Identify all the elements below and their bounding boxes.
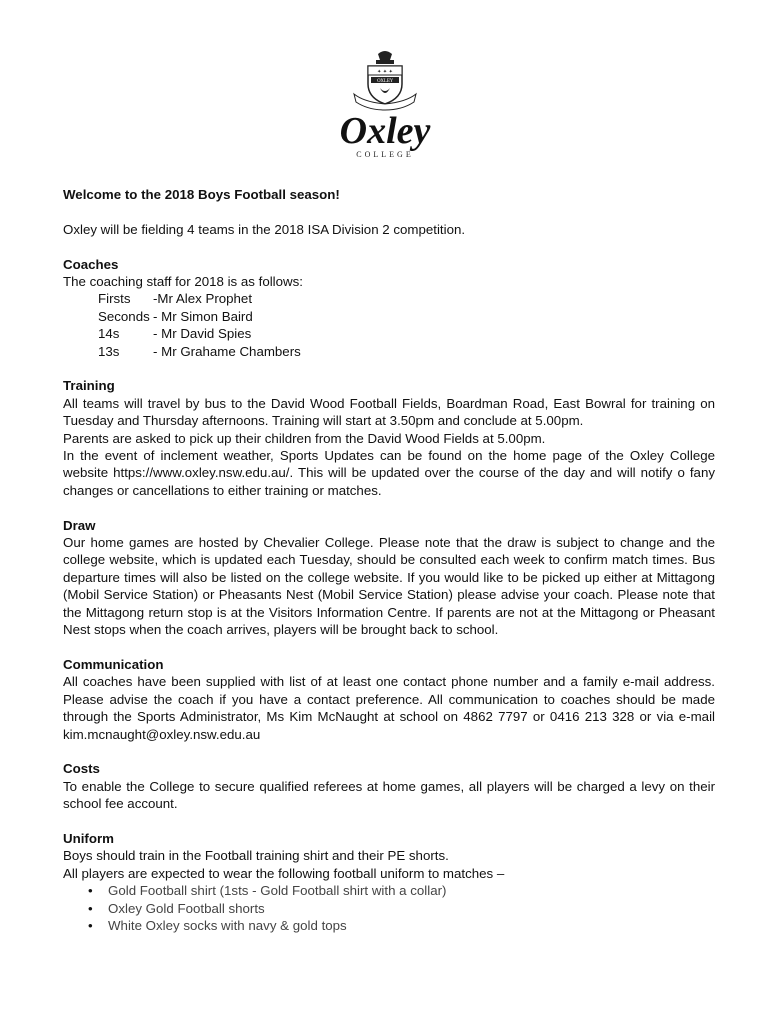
- coach-row: Seconds - Mr Simon Baird: [98, 308, 253, 324]
- coach-row: 13s - Mr Grahame Chambers: [98, 343, 301, 359]
- uniform-paragraph: Boys should train in the Football training shirt and their PE shorts.: [63, 848, 449, 864]
- wordmark-subtitle: COLLEGE: [356, 150, 414, 159]
- communication-heading: Communication: [63, 656, 164, 672]
- training-heading: Training: [63, 378, 115, 394]
- crest-icon: [340, 50, 430, 112]
- training-paragraph: All teams will travel by bus to the David Wood Football Fields, Boardman Road, East Bowral for training on Tuesday and Thursday afternoons. Training will start at 3.50pm and conclude at 5.00pm.: [63, 395, 715, 429]
- costs-heading: Costs: [63, 761, 100, 777]
- list-item: • Gold Football shirt (1sts - Gold Football shirt with a collar): [108, 882, 715, 899]
- list-item: • Oxley Gold Football shorts: [108, 900, 715, 917]
- training-paragraph: In the event of inclement weather, Sports Updates can be found on the home page of the Oxley College website https://www.oxley.nsw.edu.au/. This will be updated over the course of the day and will notify o fany changes or cancellations to either training or matches.: [63, 448, 715, 498]
- college-logo: [300, 50, 470, 165]
- draw-heading: Draw: [63, 517, 96, 533]
- welcome-heading: Welcome to the 2018 Boys Football season!: [63, 187, 340, 202]
- draw-paragraph: Our home games are hosted by Chevalier College. Please note that the draw is subject to change and the college website, which is updated each Tuesday, should be consulted each week to confirm match times. Bus departure times will also be listed on the college website. If you would like to be picked up either at Mittagong (Mobil Service Station) or Pheasants Nest (Mobil Service Station) please advise your coach. Please note that the Mittagong return stop is at the Visitors Information Centre. If parents are not at the Mittagong or Pheasant Nest stops when the coach arrives, players will be brought back to school.: [63, 535, 715, 638]
- coaches-lead: The coaching staff for 2018 is as follows:: [63, 274, 303, 289]
- coach-row: Firsts -Mr Alex Prophet: [98, 291, 253, 307]
- costs-paragraph: To enable the College to secure qualified referees at home games, all players will be charged a levy on their school fee account.: [63, 778, 715, 812]
- uniform-heading: Uniform: [63, 830, 114, 846]
- document-body: [63, 186, 715, 934]
- uniform-paragraph: All players are expected to wear the following football uniform to matches –: [63, 865, 505, 881]
- training-paragraph: Parents are asked to pick up their children from the David Wood Fields at 5.00pm.: [63, 430, 546, 446]
- list-item: • White Oxley socks with navy & gold tops: [108, 917, 715, 934]
- wordmark: Oxley: [339, 110, 431, 152]
- intro-text: Oxley will be fielding 4 teams in the 2018 ISA Division 2 competition.: [63, 221, 466, 237]
- coach-row: 14s - Mr David Spies: [98, 326, 252, 342]
- communication-paragraph: All coaches have been supplied with list of at least one contact phone number and a family e-mail address. Please advise the coach if you have a contact preference. All communication to coaches should be made through the Sports Administrator, Ms Kim McNaught at school on 4862 7797 or 0416 213 328 or via e-mail kim.mcnaught@oxley.nsw.edu.au: [63, 674, 715, 742]
- coaches-heading: Coaches: [63, 256, 119, 272]
- uniform-list: [63, 882, 715, 934]
- svg-text:OXLEY: OXLEY: [376, 79, 394, 84]
- svg-text:✦ ✦ ✦: ✦ ✦ ✦: [377, 69, 393, 75]
